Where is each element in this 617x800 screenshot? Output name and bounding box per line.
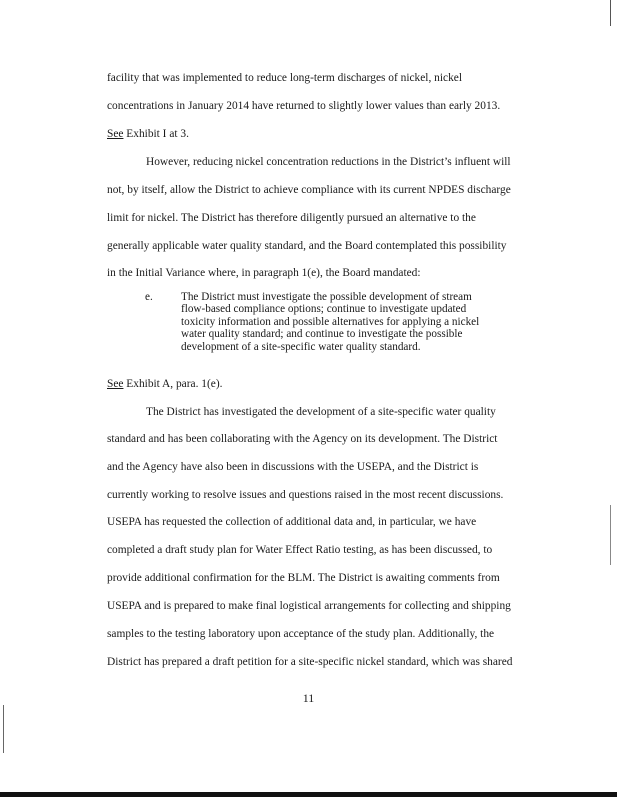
see-signal: See (107, 128, 124, 140)
body-line: currently working to resolve issues and questions raised in the most recent discussions. (107, 489, 504, 501)
body-line: However, reducing nickel concentration reductions in the District’s influent will (146, 156, 511, 168)
body-line: concentrations in January 2014 have returned to slightly lower values than early 2013. (107, 100, 501, 112)
body-line: generally applicable water quality standard, and the Board contemplated this possibility (107, 240, 507, 252)
quote-line: development of a site-specific water quality standard. (181, 340, 421, 353)
body-line: USEPA has requested the collection of additional data and, in particular, we have (107, 516, 477, 528)
body-line: completed a draft study plan for Water Effect Ratio testing, as has been discussed, to (107, 544, 493, 556)
see-signal: See (107, 378, 124, 390)
body-line: and the Agency have also been in discussions with the USEPA, and the District is (107, 461, 479, 473)
exhibit-citation (107, 377, 222, 391)
body-line: samples to the testing laboratory upon acceptance of the study plan. Additionally, the (107, 628, 495, 640)
quote-line: flow-based compliance options; continue to investigate updated (181, 303, 467, 316)
scan-edge-mark (610, 0, 611, 26)
scan-bottom-border (0, 792, 617, 797)
body-line: USEPA and is prepared to make final logistical arrangements for collecting and shipping (107, 600, 511, 612)
scan-edge-mark (3, 705, 4, 753)
body-line: District has prepared a draft petition for a site-specific nickel standard, which was shared (107, 656, 513, 668)
quote-marker: e. (145, 291, 153, 303)
block-quote (181, 291, 521, 353)
quote-line: toxicity information and possible alternatives for applying a nickel (181, 315, 480, 328)
body-line: in the Initial Variance where, in paragraph 1(e), the Board mandated: (107, 267, 421, 279)
scan-edge-mark (610, 505, 611, 565)
body-line: facility that was implemented to reduce long-term discharges of nickel, nickel (107, 72, 462, 84)
body-line: limit for nickel. The District has therefore diligently pursued an alternative to the (107, 212, 476, 224)
page-number: 11 (302, 691, 315, 705)
quote-line: The District must investigate the possible development of stream (181, 291, 472, 303)
body-line: standard and has been collaborating with the Agency on its development. The District (107, 433, 498, 445)
body-line: not, by itself, allow the District to achieve compliance with its current NPDES discharge (107, 184, 511, 196)
citation-text: Exhibit I at 3. (123, 128, 189, 140)
body-line: provide additional confirmation for the BLM. The District is awaiting comments from (107, 572, 500, 584)
body-line: The District has investigated the development of a site-specific water quality (146, 406, 496, 418)
citation-text: Exhibit A, para. 1(e). (123, 378, 223, 390)
quote-line: water quality standard; and continue to investigate the possible (181, 328, 463, 341)
exhibit-citation (107, 127, 189, 141)
